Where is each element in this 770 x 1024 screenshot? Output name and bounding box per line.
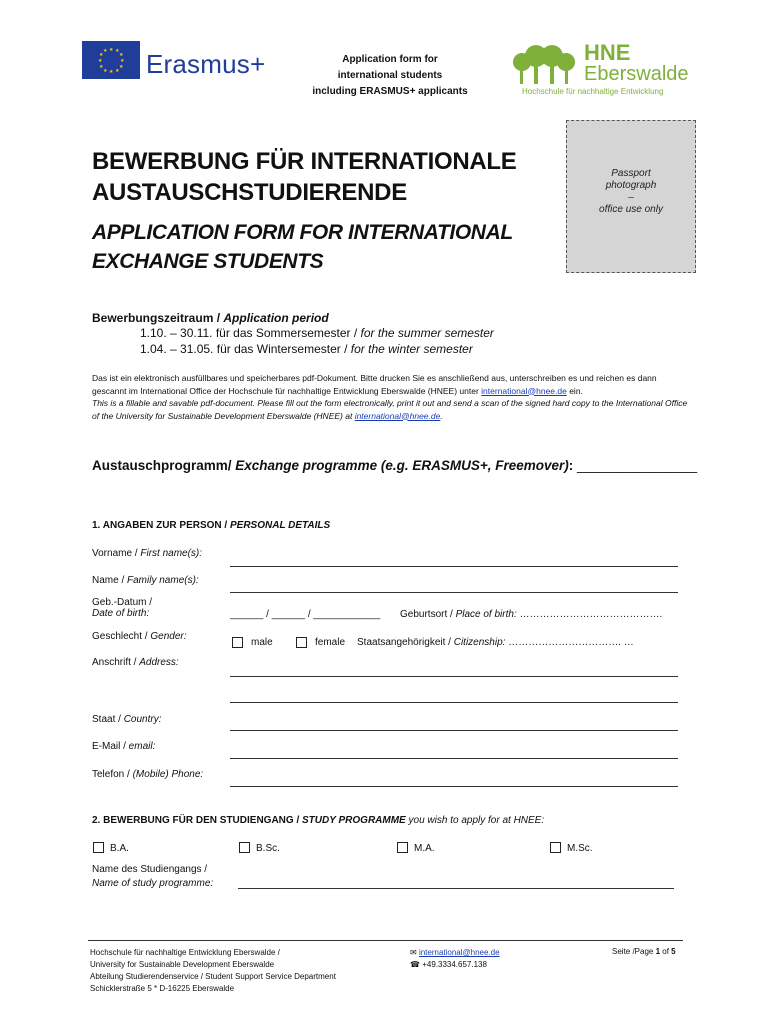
page-label: Seite /Page [612,947,656,956]
section2-heading-en: STUDY PROGRAMME [302,815,406,826]
svg-text:★: ★ [109,47,114,53]
country-label [92,714,161,725]
intro-de [92,372,692,397]
msc-checkbox[interactable] [550,842,561,853]
email-input[interactable] [230,758,678,759]
gender-label [92,631,187,642]
svg-text:★: ★ [99,64,104,70]
dob-label [92,597,152,619]
hne-logo-title: HNE [584,40,631,65]
first-name-input[interactable] [230,566,678,567]
exchange-label-de: Austauschprogramm/ [92,458,236,473]
address-input-line2[interactable] [230,702,678,703]
hne-logo-city: Eberswalde [584,63,689,85]
svg-text:★: ★ [103,68,108,74]
hne-logo-subtitle: Hochschule für nachhaltige Entwicklung [522,87,664,96]
section2-heading-de: 2. BEWERBUNG FÜR DEN STUDIENGANG / [92,815,303,826]
title-line: BEWERBUNG FÜR INTERNATIONALE [92,148,517,175]
erasmus-logo-text: Erasmus+ [146,49,266,79]
label-en: Name of study programme: [92,878,214,889]
footer-contact [410,947,500,971]
dob-input[interactable]: ______ / ______ / ____________ [230,609,381,620]
summer-period [140,326,494,340]
period-heading-en: Application period [223,311,329,325]
page-total: 5 [671,947,676,956]
photo-text: – [628,192,634,203]
exchange-programme-field [92,458,697,473]
ma-label: M.A. [414,843,435,854]
pob-input[interactable]: ……………………………………. [519,609,663,620]
footer-line: Hochschule für nachhaltige Entwicklung Eberswalde / [90,948,280,957]
label-en: Family name(s): [127,575,199,586]
label-en: Country: [123,714,162,725]
svg-text:★: ★ [119,64,124,70]
female-label: female [315,637,346,648]
winter-en: for the winter semester [350,342,473,356]
title-line: APPLICATION FORM FOR INTERNATIONAL [92,221,513,244]
label-de: Vorname / [92,548,141,559]
footer-email-link[interactable]: international@hnee.de [418,948,500,957]
section1-heading-de: 1. ANGABEN ZUR PERSON / [92,520,230,531]
header-subtitle [290,52,490,100]
summer-de: 1.10. – 30.11. für das Sommersemester / [140,326,361,340]
label-en: Gender: [150,631,187,642]
svg-text:★: ★ [115,68,120,74]
title-line: EXCHANGE STUDENTS [92,250,324,273]
male-label: male [251,637,273,648]
label-de: Staat / [92,714,124,725]
winter-period [140,342,473,356]
photo-text: Passport [611,168,651,179]
intro-de-text: Das ist ein elektronisch ausfüllbares und speicherbares pdf-Dokument. Bitte drucken Sie es anschließend aus, unterschreiben es und reichen es dann gescannt im International Office der Hochschule für nachhaltige Entwicklung Eberswalde (HNEE) unter [92,373,657,396]
header-line: including ERASMUS+ applicants [312,86,468,97]
ba-checkbox[interactable] [93,842,104,853]
ma-checkbox[interactable] [397,842,408,853]
citizenship-field [357,637,634,648]
first-name-label [92,548,202,559]
section1-heading [92,520,330,531]
header-line: Application form for [342,54,438,65]
intro-email-link[interactable]: international@hnee.de [354,410,441,421]
page-title-en [92,218,513,276]
country-input[interactable] [230,730,678,731]
email-label [92,741,155,752]
label-de: Anschrift / [92,657,140,668]
summer-en: for the summer semester [360,326,494,340]
pob-field [400,609,662,620]
address-label [92,657,179,668]
footer-line: Schicklerstraße 5 * D-16225 Eberswalde [90,984,235,993]
family-name-input[interactable] [230,592,678,593]
page-current: 1 [655,947,661,956]
footer-line: University for Sustainable Development Eberswalde [90,960,275,969]
label-de: Name des Studiengangs / [92,864,208,875]
application-period-heading [92,311,329,325]
section2-heading [92,815,544,826]
ba-label: B.A. [110,843,129,854]
label-de: Geb.-Datum / [92,597,153,608]
hne-tree-logo-icon [510,44,580,93]
label-de: E-Mail / [92,741,129,752]
exchange-colon: : [568,458,574,473]
exchange-label-en: Exchange programme (e.g. ERASMUS+, Freemover) [235,458,569,473]
footer-divider [88,940,683,941]
page-of: of [660,947,672,956]
bsc-label: B.Sc. [256,843,280,854]
svg-text:★: ★ [115,48,120,54]
exchange-input[interactable]: ________________ [577,458,698,473]
footer-phone: +49.3334.657.138 [422,960,487,969]
eu-flag-icon [82,41,140,79]
svg-text:★: ★ [99,52,104,58]
winter-de: 1.04. – 31.05. für das Wintersemester / [140,342,351,356]
footer-line: Abteilung Studierendenservice / Student Support Service Department [90,972,336,981]
section1-heading-en: PERSONAL DETAILS [229,520,331,531]
footer-address [90,947,336,995]
page-title-de [92,146,516,208]
label-en: Date of birth: [92,608,150,619]
study-programme-label [92,863,213,891]
svg-text:★: ★ [119,52,124,58]
label-de: Telefon / [92,769,133,780]
label-de: Name / [92,575,128,586]
label-en: email: [128,741,156,752]
label-en: Citizenship: [453,637,506,648]
study-programme-input[interactable] [238,888,674,889]
passport-photo-box [566,120,696,273]
svg-text:★: ★ [109,69,114,75]
section2-heading-tail: you wish to apply for at HNEE: [405,815,545,826]
svg-text:★: ★ [98,58,103,64]
phone-input[interactable] [230,786,678,787]
period-heading-de: Bewerbungszeitraum / [92,311,224,325]
female-checkbox[interactable] [296,637,307,648]
label-en: Address: [139,657,179,668]
citizenship-input[interactable]: ……………………………. … [508,637,634,648]
label-de: Staatsangehörigkeit / [357,637,454,648]
page-number [612,947,676,956]
intro-email-link[interactable]: international@hnee.de [481,385,567,396]
intro-text [92,372,692,422]
label-de: Geburtsort / [400,609,456,620]
phone-icon: ☎ [410,960,420,969]
bsc-checkbox[interactable] [239,842,250,853]
photo-text: photograph [605,180,657,191]
label-de: Geschlecht / [92,631,151,642]
title-line: AUSTAUSCHSTUDIERENDE [92,179,407,206]
svg-text:★: ★ [103,48,108,54]
family-name-label [92,575,199,586]
label-en: Place of birth: [455,609,517,620]
msc-label: M.Sc. [567,843,593,854]
photo-text: office use only [599,204,663,215]
phone-label [92,769,203,780]
label-en: First name(s): [140,548,203,559]
header-line: international students [337,70,443,81]
address-input-line1[interactable] [230,676,678,677]
intro-en-text: This is a fillable and savable pdf-document. Please fill out the form electronically, print it out and send a scan of the signed hard copy to the International Office of the University for Sustainable Development Eberswalde (HNEE) at [92,398,688,421]
label-en: (Mobile) Phone: [132,769,204,780]
intro-en [92,397,692,422]
male-checkbox[interactable] [232,637,243,648]
svg-text:★: ★ [120,58,125,64]
intro-de-end: ein. [566,385,583,396]
intro-en-end: . [440,410,443,421]
mail-icon: ✉ [410,948,417,957]
